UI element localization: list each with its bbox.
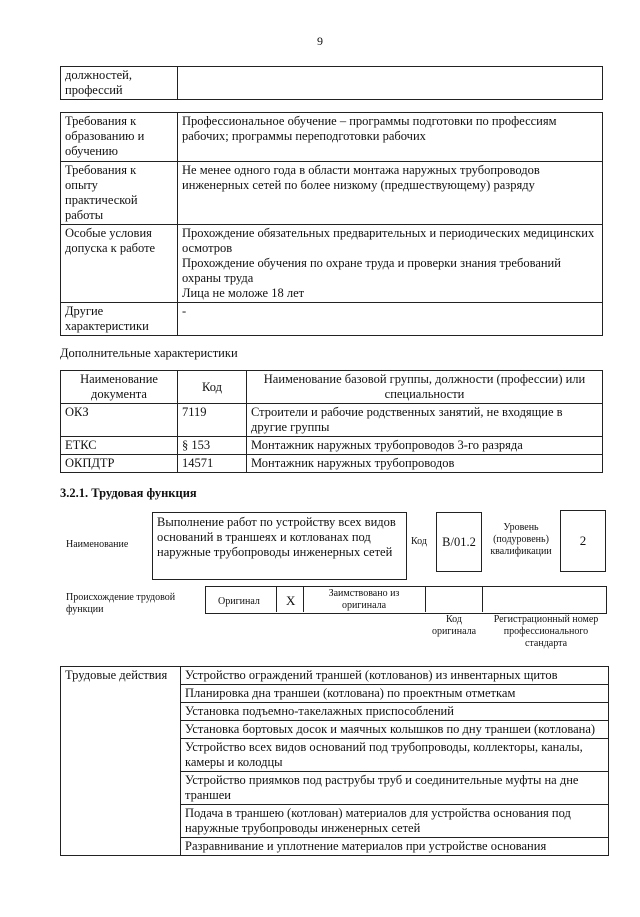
action-item: Разравнивание и уплотнение материалов при устройстве основания	[181, 838, 609, 856]
table-row	[61, 67, 603, 100]
requirement-value: Не менее одного года в области монтажа наружных трубопроводов инженерных сетей по более низкому (предшествующему) разряду	[178, 162, 603, 225]
action-item: Подача в траншею (котлован) материалов для устройства основания под наружные трубопроводы инженерных сетей	[181, 805, 609, 838]
divider	[276, 586, 277, 612]
action-item: Устройство всех видов оснований под трубопроводы, коллекторы, каналы, камеры и колодцы	[181, 739, 609, 772]
divider	[482, 586, 483, 612]
table-cell: Строители и рабочие родственных занятий, не входящие в другие группы	[247, 404, 603, 437]
table-row	[61, 303, 603, 336]
table-row	[61, 455, 603, 473]
requirement-value: Профессиональное обучение – программы подготовки по профессиям рабочих; программы переподготовки рабочих	[178, 113, 603, 162]
requirement-label: Требования к образованию и обучению	[61, 113, 178, 162]
table-cell: ЕТКС	[61, 437, 178, 455]
table-row	[61, 667, 609, 685]
level-label: Уровень (подуровень) квалификации	[490, 522, 552, 557]
requirements-table	[60, 112, 603, 336]
action-item: Устройство ограждений траншей (котлованов) из инвентарных щитов	[181, 667, 609, 685]
code-label: Код	[411, 536, 427, 547]
original-label: Оригинал	[218, 596, 260, 607]
requirement-label: Требования к опыту практической работы	[61, 162, 178, 225]
table-row	[61, 225, 603, 303]
additional-table	[60, 370, 603, 473]
table-cell: ОКЗ	[61, 404, 178, 437]
action-item: Установка бортовых досок и маячных колышков по дну траншеи (котлована)	[181, 721, 609, 739]
table-cell: ОКПДТР	[61, 455, 178, 473]
function-name-label: Наименование	[66, 539, 129, 550]
page-number: 9	[317, 34, 323, 48]
table-header-row	[61, 371, 603, 404]
action-item: Планировка дна траншеи (котлована) по проектным отметкам	[181, 685, 609, 703]
top-table	[60, 66, 603, 100]
requirement-label: Особые условия допуска к работе	[61, 225, 178, 303]
borrowed-label: Заимствовано из оригинала	[328, 588, 400, 611]
requirement-value: Прохождение обязательных предварительных и периодических медицинских осмотров Прохождение обучения по охране труда и проверки знания требований охраны труда Лица не моложе 18 лет	[178, 225, 603, 303]
code-value: В/01.2	[436, 512, 482, 572]
table-row	[61, 404, 603, 437]
table-row	[61, 162, 603, 225]
table-cell: 7119	[178, 404, 247, 437]
table-row	[61, 437, 603, 455]
column-header: Наименование документа	[61, 371, 178, 404]
top-table-value	[178, 67, 603, 100]
divider	[425, 586, 426, 612]
table-cell: Монтажник наружных трубопроводов	[247, 455, 603, 473]
action-item: Устройство приямков под раструбы труб и соединительные муфты на дне траншеи	[181, 772, 609, 805]
action-item: Установка подъемно-такелажных приспособлений	[181, 703, 609, 721]
requirement-value: -	[178, 303, 603, 336]
requirement-label: Другие характеристики	[61, 303, 178, 336]
level-value: 2	[560, 510, 606, 572]
table-cell: 14571	[178, 455, 247, 473]
column-header: Код	[178, 371, 247, 404]
origin-label: Происхождение трудовой функции	[66, 592, 176, 615]
additional-title: Дополнительные характеристики	[60, 346, 238, 360]
table-row	[61, 113, 603, 162]
top-table-label: должностей, профессий	[61, 67, 178, 100]
function-title: 3.2.1. Трудовая функция	[60, 486, 197, 500]
code-original-caption: Код оригинала	[431, 614, 477, 637]
function-name-value: Выполнение работ по устройству всех видов оснований в траншеях и котлованах под наружные трубопроводы инженерных сетей	[152, 512, 407, 580]
actions-table	[60, 666, 609, 856]
table-cell: Монтажник наружных трубопроводов 3-го разряда	[247, 437, 603, 455]
actions-label: Трудовые действия	[61, 667, 181, 856]
reg-number-caption: Регистрационный номер профессионального стандарта	[493, 614, 599, 649]
column-header: Наименование базовой группы, должности (профессии) или специальности	[247, 371, 603, 404]
original-mark: X	[286, 593, 296, 608]
table-cell: § 153	[178, 437, 247, 455]
